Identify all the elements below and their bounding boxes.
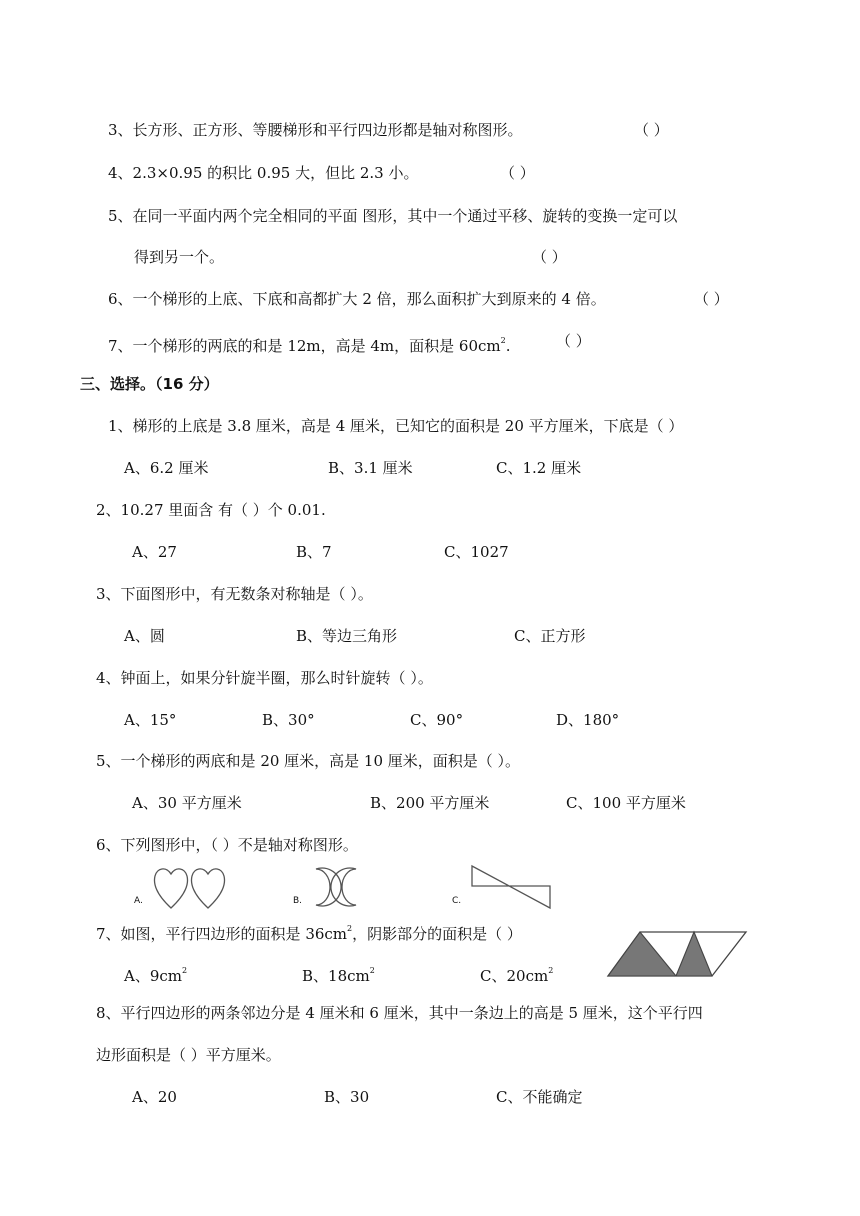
choice-q7-c[interactable] (480, 961, 553, 986)
judge-q4-paren[interactable]: （ ） (500, 164, 535, 182)
choice-q2-b[interactable]: B、7 (296, 543, 332, 561)
choice-q3-c[interactable]: C、正方形 (514, 627, 586, 645)
judge-q3 (108, 120, 523, 140)
choice-q1-c[interactable]: C、1.2 厘米 (496, 459, 582, 477)
choice-q8-a[interactable]: A、20 (132, 1088, 177, 1106)
choice-q2-a[interactable]: A、27 (132, 543, 177, 561)
judge-q7 (108, 331, 511, 356)
choice-q1-a[interactable]: A、6.2 厘米 (124, 459, 209, 477)
choice-q6-c-label[interactable]: C. (452, 896, 462, 906)
choice-q5-c[interactable]: C、100 平方厘米 (566, 794, 686, 812)
section-title: 三、选择。（16 分） (80, 375, 219, 393)
choice-q2-c[interactable]: C、1027 (444, 543, 509, 561)
choice-q5-a[interactable]: A、30 平方厘米 (132, 794, 242, 812)
choice-q5-b[interactable]: B、200 平方厘米 (370, 794, 490, 812)
choice-q6-a-label[interactable]: A. (134, 896, 143, 906)
choice-q6: 6、下列图形中，（ ）不是轴对称图形。 (96, 836, 358, 854)
choice-q7-c-sup: 2 (548, 966, 554, 975)
judge-q6-paren[interactable]: （ ） (694, 290, 729, 308)
choice-q7-b-sup: 2 (369, 966, 375, 975)
judge-q7-text: 7、一个梯形的两底的和是 12m，高是 4m，面积是 60cm (108, 337, 501, 355)
choice-q7-a-text: A、9cm (124, 967, 183, 985)
choice-q3: 3、下面图形中，有无数条对称轴是（ ）。 (96, 585, 373, 603)
judge-q3-text: 3、长方形、正方形、等腰梯形和平行四边形都是轴对称图形。 (108, 121, 523, 139)
choice-q4-a[interactable]: A、15° (124, 711, 177, 729)
choice-q1-b[interactable]: B、3.1 厘米 (328, 459, 413, 477)
choice-q7-sup: 2 (347, 924, 353, 933)
choice-q4-c[interactable]: C、90° (410, 711, 464, 729)
choice-q3-b[interactable]: B、等边三角形 (296, 627, 398, 645)
choice-q7-b-text: B、18cm (302, 967, 370, 985)
choice-q4: 4、钟面上，如果分针旋半圈，那么时针旋转（ ）。 (96, 669, 433, 687)
choice-q8-c[interactable]: C、不能确定 (496, 1088, 583, 1106)
choice-q7-text: 7、如图，平行四边形的面积是 36cm (96, 925, 348, 943)
choice-q8-b[interactable]: B、30 (324, 1088, 370, 1106)
judge-q5-paren[interactable]: （ ） (532, 248, 567, 266)
choice-q4-b[interactable]: B、30° (262, 711, 315, 729)
choice-q7-b[interactable] (302, 961, 375, 986)
judge-q3-paren[interactable]: （ ） (634, 121, 669, 139)
choice-q7-c-text: C、20cm (480, 967, 549, 985)
choice-q1: 1、梯形的上底是 3.8 厘米，高是 4 厘米，已知它的面积是 20 平方厘米，下底是（ ） (108, 417, 684, 435)
choice-q7-a-sup: 2 (182, 966, 188, 975)
choice-q6-b-label[interactable]: B. (293, 896, 303, 906)
choice-q2: 2、10.27 里面含 有（ ）个 0.01. (96, 501, 326, 519)
choice-q4-d[interactable]: D、180° (556, 711, 620, 729)
double-heart-figure (152, 864, 230, 910)
judge-q6: 6、一个梯形的上底、下底和高都扩大 2 倍，那么面积扩大到原来的 4 倍。 (108, 290, 606, 308)
z-shape-figure (470, 864, 552, 910)
choice-q5: 5、一个梯形的两底和是 20 厘米，高是 10 厘米，面积是（ ）。 (96, 752, 521, 770)
choice-q7-end: ，阴影部分的面积是（ ） (352, 925, 522, 943)
double-crescent-figure (310, 864, 362, 910)
choice-q8-line2: 边形面积是（ ）平方厘米。 (96, 1046, 281, 1064)
choice-q3-a[interactable]: A、圆 (124, 627, 165, 645)
judge-q5-line2: 得到另一个。 (134, 248, 225, 266)
judge-q7-paren[interactable]: （ ） (556, 332, 591, 350)
choice-q7-a[interactable] (124, 961, 187, 986)
choice-q7 (96, 919, 522, 944)
judge-q7-end: . (505, 337, 511, 355)
judge-q7-sup: 2 (500, 336, 506, 345)
judge-q5-line1: 5、在同一平面内两个完全相同的平面 图形，其中一个通过平移、旋转的变换一定可以 (108, 207, 678, 225)
judge-q4: 4、2.3×0.95 的积比 0.95 大，但比 2.3 小。 (108, 164, 419, 182)
parallelogram-figure (606, 930, 750, 978)
choice-q8-line1: 8、平行四边形的两条邻边分是 4 厘米和 6 厘米，其中一条边上的高是 5 厘米，这个平行四 (96, 1004, 703, 1022)
